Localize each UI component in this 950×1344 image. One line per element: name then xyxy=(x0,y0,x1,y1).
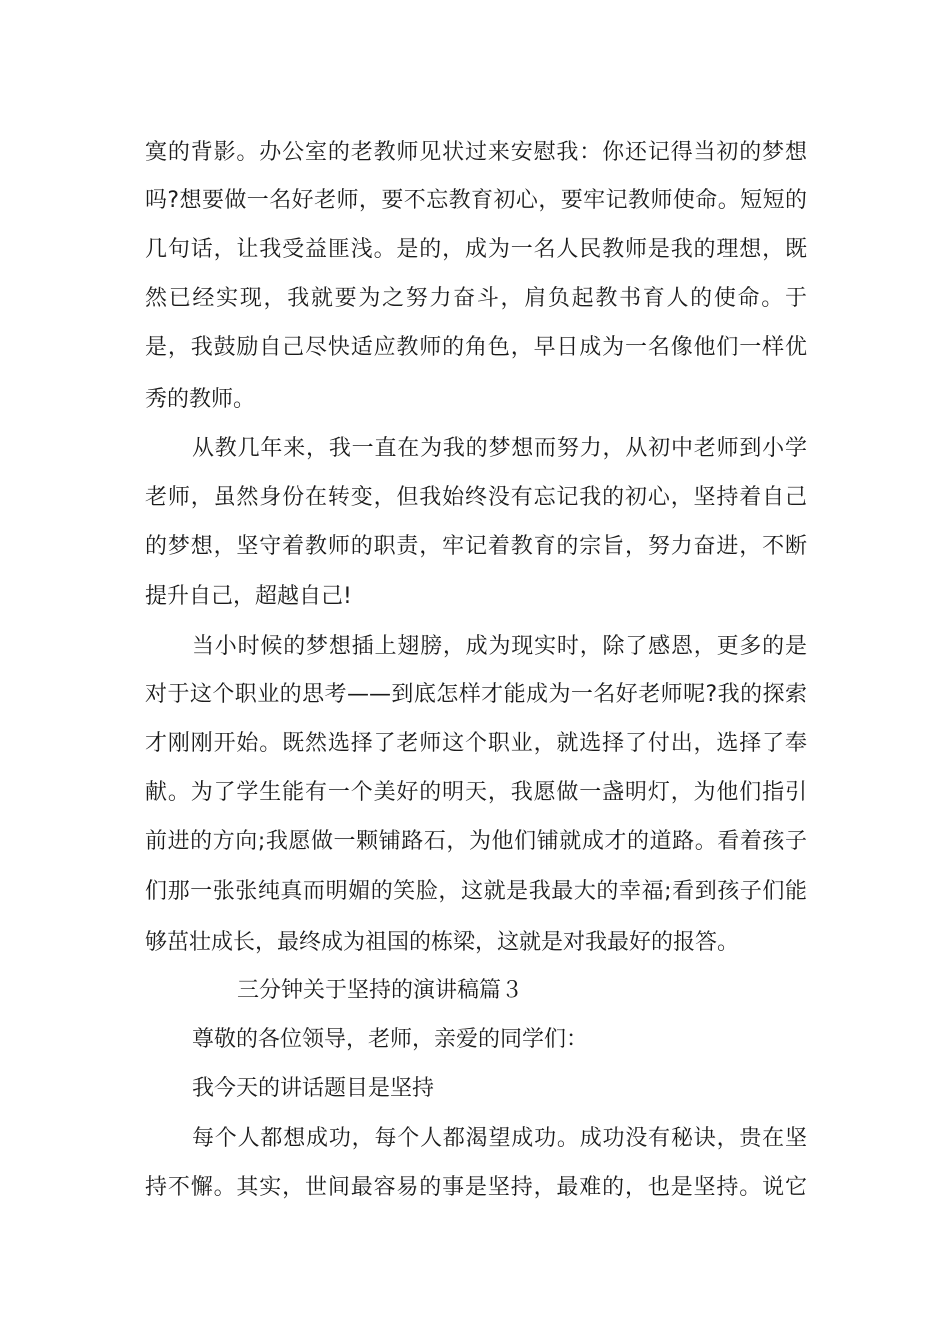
paragraph-1-line-4: 然已经实现，我就要为之努力奋斗，肩负起教书育人的使命。于 xyxy=(145,286,807,311)
paragraph-2-line-4: 提升自己，超越自己! xyxy=(145,584,352,609)
paragraph-1-line-1: 寞的背影。办公室的老教师见状过来安慰我：你还记得当初的梦想 xyxy=(145,140,807,165)
paragraph-2-line-2: 老师，虽然身份在转变，但我始终没有忘记我的初心，坚持着自己 xyxy=(145,485,807,510)
paragraph-3-line-3: 才刚刚开始。既然选择了老师这个职业，就选择了付出，选择了奉 xyxy=(145,731,807,756)
paragraph-2-line-1: 从教几年来，我一直在为我的梦想而努力，从初中老师到小学 xyxy=(192,436,807,461)
paragraph-3-line-2: 对于这个职业的思考——到底怎样才能成为一名好老师呢?我的探索 xyxy=(145,682,807,707)
paragraph-1-line-3: 几句话，让我受益匪浅。是的，成为一名人民教师是我的理想，既 xyxy=(145,237,807,262)
paragraph-1-line-2: 吗?想要做一名好老师，要不忘教育初心，要牢记教师使命。短短的 xyxy=(145,188,807,213)
speech-topic: 我今天的讲话题目是坚持 xyxy=(192,1076,435,1101)
paragraph-3-line-5: 前进的方向;我愿做一颗铺路石，为他们铺就成才的道路。看着孩子 xyxy=(145,829,807,854)
greeting: 尊敬的各位领导，老师，亲爱的同学们： xyxy=(192,1027,589,1052)
paragraph-1-line-6: 秀的教师。 xyxy=(145,387,256,412)
paragraph-1-line-5: 是，我鼓励自己尽快适应教师的角色，早日成为一名像他们一样优 xyxy=(145,335,807,360)
paragraph-3-line-6: 们那一张张纯真而明媚的笑脸，这就是我最大的幸福;看到孩子们能 xyxy=(145,879,807,904)
paragraph-3-line-4: 献。为了学生能有一个美好的明天，我愿做一盏明灯，为他们指引 xyxy=(145,780,807,805)
paragraph-4-line-1: 每个人都想成功，每个人都渴望成功。成功没有秘诀，贵在坚 xyxy=(192,1126,807,1151)
paragraph-3-line-1: 当小时候的梦想插上翅膀，成为现实时，除了感恩，更多的是 xyxy=(192,634,807,659)
paragraph-4-line-2: 持不懈。其实，世间最容易的事是坚持，最难的，也是坚持。说它 xyxy=(145,1175,807,1200)
section-title: 三分钟关于坚持的演讲稿篇３ xyxy=(237,978,524,1003)
paragraph-3-line-7: 够茁壮成长，最终成为祖国的栋梁，这就是对我最好的报答。 xyxy=(145,930,740,955)
paragraph-2-line-3: 的梦想，坚守着教师的职责，牢记着教育的宗旨，努力奋进，不断 xyxy=(145,534,807,559)
